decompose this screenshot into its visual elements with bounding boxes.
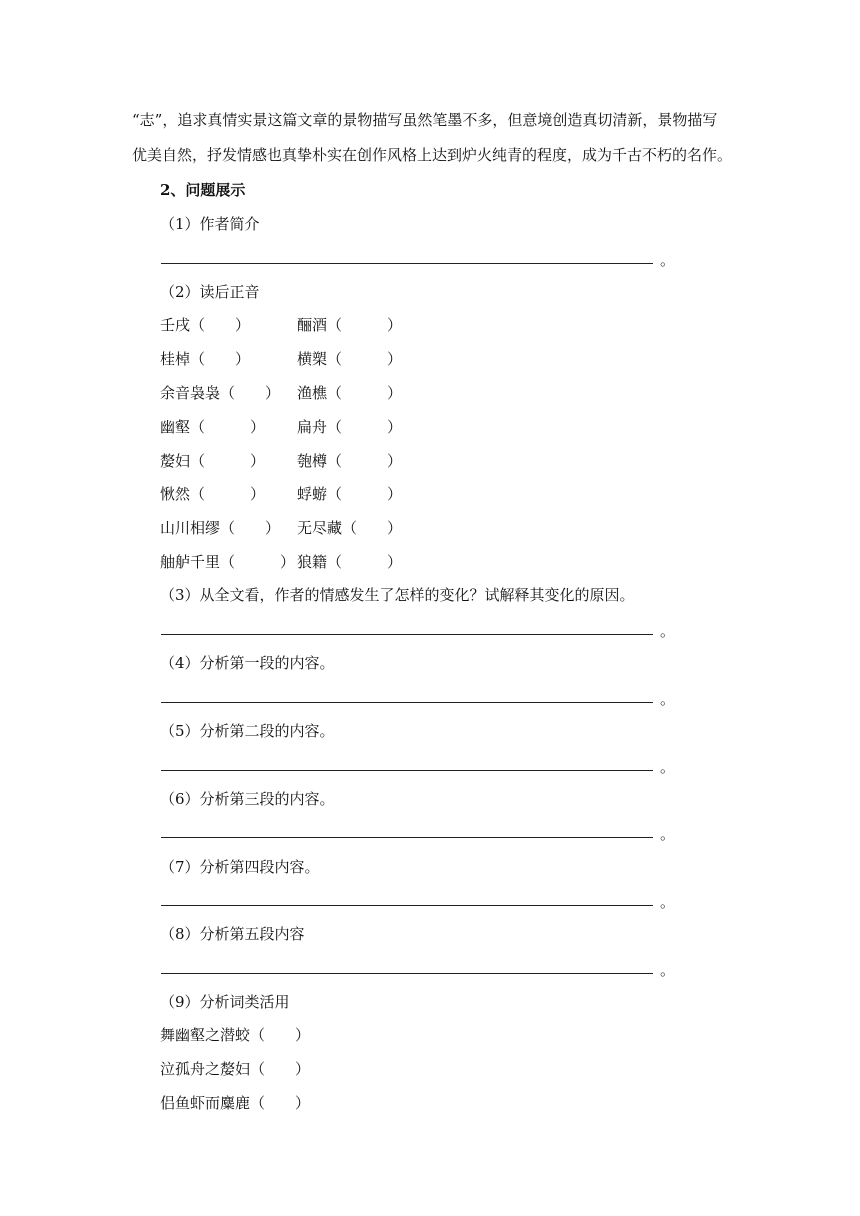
pinyin-item: 蜉蝣（ ） (297, 485, 403, 503)
answer-blank-8[interactable] (161, 973, 653, 974)
intro-line-1: “志”，追求真情实景这篇文章的景物描写虽然笔墨不多，但意境创造真切清新，景物描写 (132, 111, 718, 129)
blank-end-mark-8: 。 (660, 961, 676, 979)
section-title: 2、问题展示 (160, 181, 246, 199)
question-1: （1）作者简介 (160, 215, 260, 233)
pinyin-item: 余音袅袅（ ） (160, 384, 281, 402)
pinyin-item: 愀然（ ） (160, 485, 266, 503)
pinyin-item: 舳舻千里（ ） (160, 553, 296, 571)
answer-blank-1[interactable] (161, 263, 653, 264)
question-3: （3）从全文看，作者的情感发生了怎样的变化？试解释其变化的原因。 (160, 586, 635, 604)
pinyin-item: 幽壑（ ） (160, 418, 266, 436)
usage-item: 侣鱼虾而麋鹿（ ） (160, 1094, 311, 1112)
pinyin-item: 渔樵（ ） (297, 384, 403, 402)
answer-blank-4[interactable] (161, 702, 653, 703)
question-4: （4）分析第一段的内容。 (160, 654, 335, 672)
question-7: （7）分析第四段内容。 (160, 858, 320, 876)
answer-blank-5[interactable] (161, 770, 653, 771)
blank-end-mark-6: 。 (660, 825, 676, 843)
answer-blank-6[interactable] (161, 837, 653, 838)
blank-end-mark-7: 。 (660, 893, 676, 911)
pinyin-item: 狼籍（ ） (297, 553, 403, 571)
question-9: （9）分析词类活用 (160, 993, 290, 1011)
pinyin-item: 匏樽（ ） (297, 452, 403, 470)
pinyin-item: 酾酒（ ） (297, 316, 403, 334)
blank-end-mark-1: 。 (660, 251, 676, 269)
blank-end-mark-5: 。 (660, 758, 676, 776)
question-6: （6）分析第三段的内容。 (160, 790, 335, 808)
usage-item: 泣孤舟之嫠妇（ ） (160, 1060, 311, 1078)
question-2: （2）读后正音 (160, 283, 260, 301)
question-5: （5）分析第二段的内容。 (160, 722, 335, 740)
pinyin-item: 横槊（ ） (297, 350, 403, 368)
pinyin-item: 无尽藏（ ） (297, 519, 403, 537)
answer-blank-3[interactable] (161, 634, 653, 635)
pinyin-item: 桂棹（ ） (160, 350, 251, 368)
pinyin-item: 山川相缪（ ） (160, 519, 281, 537)
answer-blank-7[interactable] (161, 905, 653, 906)
blank-end-mark-4: 。 (660, 690, 676, 708)
pinyin-item: 扁舟（ ） (297, 418, 403, 436)
intro-line-2: 优美自然，抒发情感也真挚朴实在创作风格上达到炉火纯青的程度，成为千古不朽的名作。 (132, 146, 733, 164)
usage-item: 舞幽壑之潜蛟（ ） (160, 1026, 311, 1044)
pinyin-item: 嫠妇（ ） (160, 452, 266, 470)
question-8: （8）分析第五段内容 (160, 925, 305, 943)
pinyin-item: 壬戌（ ） (160, 316, 251, 334)
blank-end-mark-3: 。 (660, 622, 676, 640)
